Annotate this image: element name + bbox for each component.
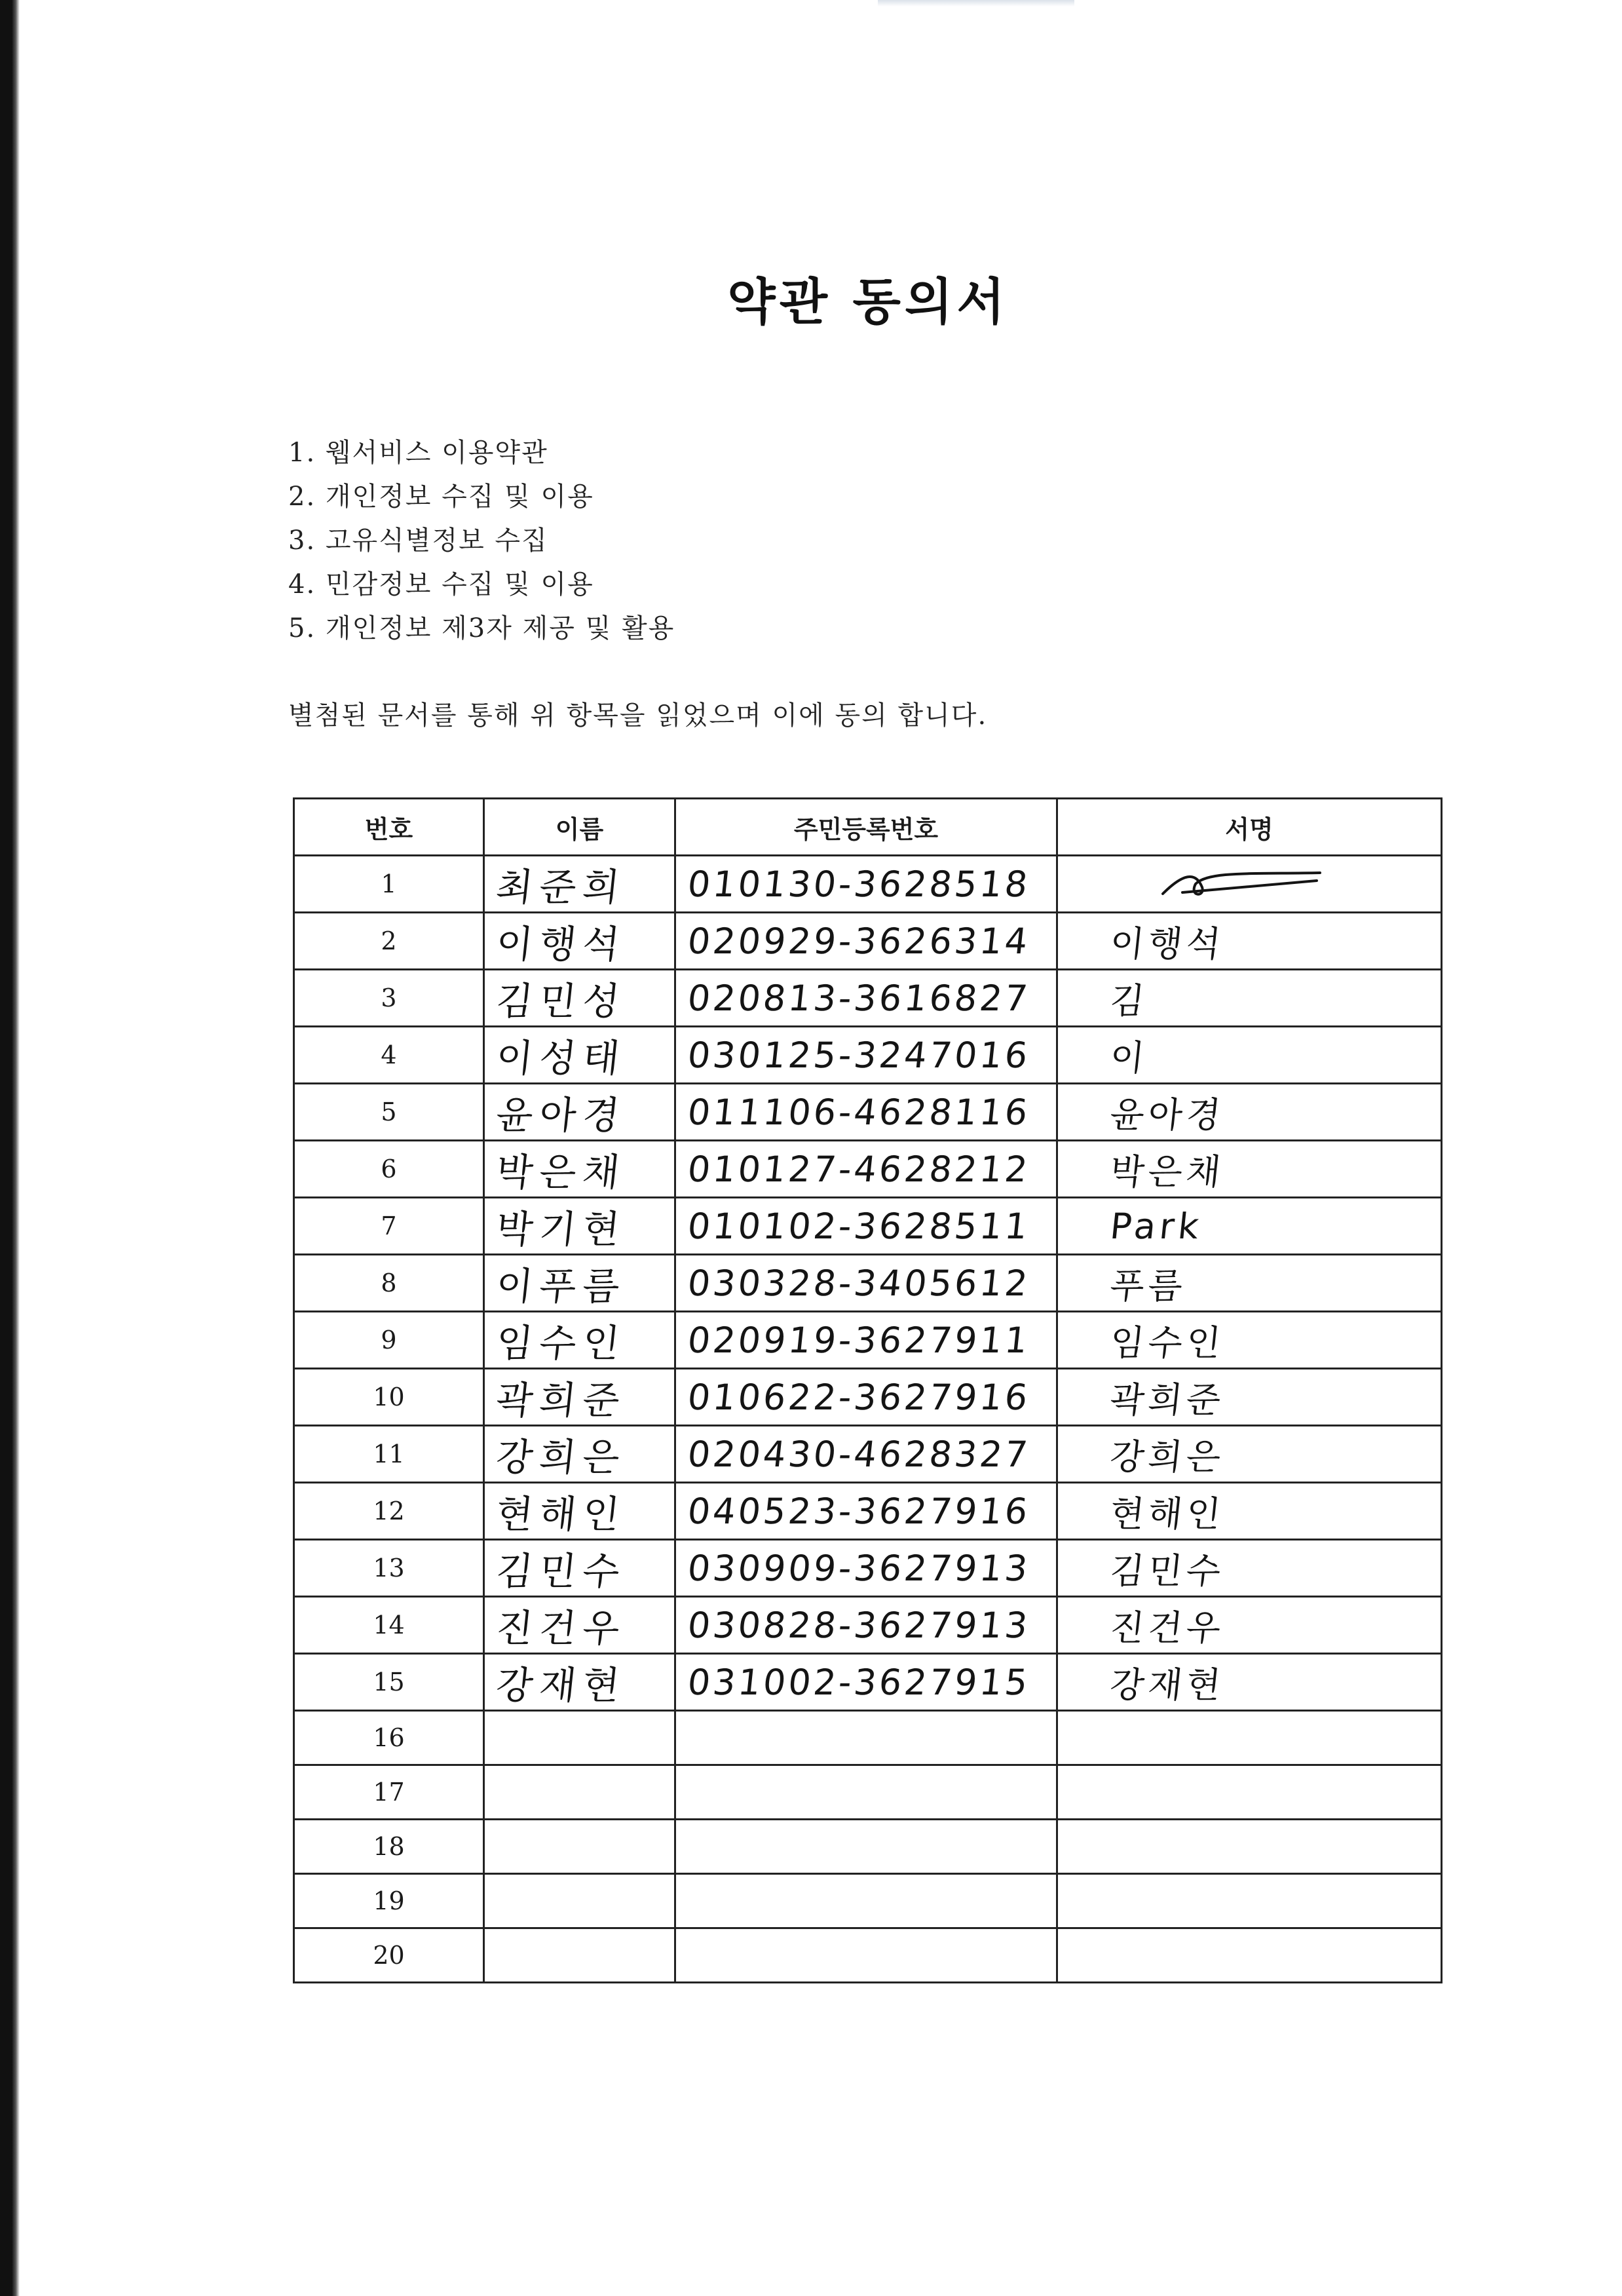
handwritten-resident-id: 030909-3627913 xyxy=(685,1547,1032,1589)
handwritten-signature: 김 xyxy=(1108,980,1151,1022)
name-cell xyxy=(484,1027,675,1084)
row-number: 5 xyxy=(294,1084,484,1141)
name-cell xyxy=(484,970,675,1027)
name-cell xyxy=(484,1198,675,1255)
table-row xyxy=(294,1874,1442,1928)
signature-cell xyxy=(1057,1820,1442,1874)
table-row xyxy=(294,1426,1442,1483)
resident-id-cell xyxy=(675,1312,1057,1369)
resident-id-cell xyxy=(675,1874,1057,1928)
handwritten-name: 윤아경 xyxy=(493,1093,629,1138)
row-number: 17 xyxy=(294,1765,484,1820)
handwritten-signature: 이행석 xyxy=(1108,923,1227,965)
resident-id-cell xyxy=(675,1198,1057,1255)
handwritten-name: 강희은 xyxy=(493,1435,629,1480)
handwritten-signature: 진건우 xyxy=(1108,1607,1227,1649)
table-row xyxy=(294,1027,1442,1084)
handwritten-resident-id: 031002-3627915 xyxy=(685,1661,1032,1703)
handwritten-name: 강재현 xyxy=(493,1663,629,1708)
table-row xyxy=(294,1255,1442,1312)
table-header-row xyxy=(294,799,1442,856)
name-cell xyxy=(484,1711,675,1765)
name-cell xyxy=(484,1540,675,1597)
consent-statement: 별첨된 문서를 통해 위 항목을 읽었으며 이에 동의 합니다. xyxy=(288,700,988,731)
signature-cell xyxy=(1057,1928,1442,1983)
table-row xyxy=(294,913,1442,970)
handwritten-resident-id: 010102-3628511 xyxy=(685,1205,1032,1247)
handwritten-resident-id: 020813-3616827 xyxy=(685,977,1032,1019)
resident-id-cell xyxy=(675,1084,1057,1141)
handwritten-resident-id: 011106-4628116 xyxy=(685,1091,1032,1133)
handwritten-signature: 박은채 xyxy=(1108,1151,1227,1193)
handwritten-signature: 김민수 xyxy=(1108,1550,1227,1592)
table-row xyxy=(294,1711,1442,1765)
handwritten-signature: 곽희준 xyxy=(1108,1379,1227,1421)
signature-table xyxy=(293,797,1443,1983)
table-row xyxy=(294,1369,1442,1426)
resident-id-cell xyxy=(675,1027,1057,1084)
table-row xyxy=(294,1312,1442,1369)
terms-item: 3. 고유식별정보 수집 xyxy=(288,526,548,556)
signature-cell xyxy=(1057,1874,1442,1928)
table-row xyxy=(294,1483,1442,1540)
signature-cell xyxy=(1057,1654,1442,1711)
row-number: 3 xyxy=(294,970,484,1027)
signature-scribble xyxy=(1156,868,1327,900)
resident-id-cell xyxy=(675,1765,1057,1820)
signature-cell xyxy=(1057,1597,1442,1654)
name-cell xyxy=(484,1654,675,1711)
row-number: 8 xyxy=(294,1255,484,1312)
signature-cell xyxy=(1057,970,1442,1027)
resident-id-cell xyxy=(675,1540,1057,1597)
name-cell xyxy=(484,1928,675,1983)
name-cell xyxy=(484,913,675,970)
name-cell xyxy=(484,856,675,913)
signature-cell xyxy=(1057,1255,1442,1312)
row-number: 9 xyxy=(294,1312,484,1369)
resident-id-cell xyxy=(675,1483,1057,1540)
handwritten-resident-id: 010622-3627916 xyxy=(685,1376,1032,1418)
signature-cell xyxy=(1057,1426,1442,1483)
row-number: 16 xyxy=(294,1711,484,1765)
resident-id-cell xyxy=(675,1654,1057,1711)
resident-id-cell xyxy=(675,1141,1057,1198)
signature-cell xyxy=(1057,1312,1442,1369)
handwritten-name: 김민성 xyxy=(493,979,629,1024)
signature-cell xyxy=(1057,1141,1442,1198)
row-number: 1 xyxy=(294,856,484,913)
resident-id-cell xyxy=(675,1928,1057,1983)
resident-id-cell xyxy=(675,1711,1057,1765)
resident-id-cell xyxy=(675,1426,1057,1483)
handwritten-resident-id: 020430-4628327 xyxy=(685,1433,1032,1475)
row-number: 11 xyxy=(294,1426,484,1483)
table-row xyxy=(294,1654,1442,1711)
header-name: 이름 xyxy=(484,799,675,856)
row-number: 2 xyxy=(294,913,484,970)
header-resident-id: 주민등록번호 xyxy=(675,799,1057,856)
table-row xyxy=(294,1820,1442,1874)
resident-id-cell xyxy=(675,1255,1057,1312)
scan-edge xyxy=(0,0,20,2296)
signature-cell xyxy=(1057,1540,1442,1597)
handwritten-signature: 강희은 xyxy=(1108,1436,1227,1478)
handwritten-resident-id: 020929-3626314 xyxy=(685,920,1032,962)
handwritten-resident-id: 030328-3405612 xyxy=(685,1262,1032,1304)
terms-item: 2. 개인정보 수집 및 이용 xyxy=(288,482,594,512)
handwritten-name: 최준희 xyxy=(493,865,629,909)
handwritten-name: 곽희준 xyxy=(493,1378,629,1423)
table-row xyxy=(294,1198,1442,1255)
table-row xyxy=(294,1540,1442,1597)
signature-cell xyxy=(1057,1711,1442,1765)
header-signature: 서명 xyxy=(1057,799,1442,856)
handwritten-resident-id: 030828-3627913 xyxy=(685,1604,1032,1646)
signature-cell xyxy=(1057,1084,1442,1141)
signature-cell xyxy=(1057,1198,1442,1255)
row-number: 10 xyxy=(294,1369,484,1426)
terms-list xyxy=(288,431,675,651)
signature-cell xyxy=(1057,1765,1442,1820)
resident-id-cell xyxy=(675,1820,1057,1874)
resident-id-cell xyxy=(675,1597,1057,1654)
header-number: 번호 xyxy=(294,799,484,856)
page-title: 약관 동의서 xyxy=(727,273,1009,331)
row-number: 20 xyxy=(294,1928,484,1983)
name-cell xyxy=(484,1084,675,1141)
handwritten-name: 현해인 xyxy=(493,1492,629,1537)
handwritten-name: 이푸름 xyxy=(493,1264,629,1309)
table-body xyxy=(294,856,1442,1983)
handwritten-resident-id: 040523-3627916 xyxy=(685,1490,1032,1532)
terms-item: 4. 민감정보 수집 및 이용 xyxy=(288,569,594,600)
signature-cell xyxy=(1057,1027,1442,1084)
row-number: 15 xyxy=(294,1654,484,1711)
resident-id-cell xyxy=(675,1369,1057,1426)
scan-mark xyxy=(878,0,1074,7)
table-row xyxy=(294,856,1442,913)
table-row xyxy=(294,1765,1442,1820)
handwritten-name: 박은채 xyxy=(493,1150,629,1195)
name-cell xyxy=(484,1255,675,1312)
handwritten-signature: Park xyxy=(1108,1205,1205,1247)
handwritten-name: 진건우 xyxy=(493,1606,629,1651)
table-row xyxy=(294,970,1442,1027)
name-cell xyxy=(484,1765,675,1820)
resident-id-cell xyxy=(675,856,1057,913)
handwritten-signature: 푸름 xyxy=(1108,1265,1189,1307)
name-cell xyxy=(484,1874,675,1928)
name-cell xyxy=(484,1483,675,1540)
handwritten-name: 이성태 xyxy=(493,1036,629,1081)
name-cell xyxy=(484,1820,675,1874)
table-row xyxy=(294,1597,1442,1654)
row-number: 18 xyxy=(294,1820,484,1874)
terms-item: 5. 개인정보 제3자 제공 및 활용 xyxy=(288,613,675,643)
table-row xyxy=(294,1928,1442,1983)
handwritten-resident-id: 020919-3627911 xyxy=(685,1319,1032,1361)
terms-item: 1. 웹서비스 이용약관 xyxy=(288,438,548,468)
signature-cell xyxy=(1057,913,1442,970)
handwritten-name: 임수인 xyxy=(493,1321,629,1366)
name-cell xyxy=(484,1597,675,1654)
signature-cell xyxy=(1057,1483,1442,1540)
resident-id-cell xyxy=(675,913,1057,970)
handwritten-name: 김민수 xyxy=(493,1549,629,1594)
handwritten-name: 이행석 xyxy=(493,922,629,966)
handwritten-resident-id: 010127-4628212 xyxy=(685,1148,1032,1190)
name-cell xyxy=(484,1426,675,1483)
handwritten-name: 박기현 xyxy=(493,1207,629,1252)
name-cell xyxy=(484,1141,675,1198)
row-number: 13 xyxy=(294,1540,484,1597)
name-cell xyxy=(484,1369,675,1426)
handwritten-signature: 이 xyxy=(1108,1037,1151,1079)
row-number: 19 xyxy=(294,1874,484,1928)
table-row xyxy=(294,1141,1442,1198)
handwritten-resident-id: 030125-3247016 xyxy=(685,1034,1032,1076)
handwritten-signature: 현해인 xyxy=(1108,1493,1227,1535)
row-number: 6 xyxy=(294,1141,484,1198)
table-row xyxy=(294,1084,1442,1141)
row-number: 14 xyxy=(294,1597,484,1654)
row-number: 7 xyxy=(294,1198,484,1255)
handwritten-signature: 윤아경 xyxy=(1108,1094,1227,1136)
handwritten-resident-id: 010130-3628518 xyxy=(685,863,1032,905)
resident-id-cell xyxy=(675,970,1057,1027)
row-number: 12 xyxy=(294,1483,484,1540)
signature-cell xyxy=(1057,856,1442,913)
row-number: 4 xyxy=(294,1027,484,1084)
name-cell xyxy=(484,1312,675,1369)
handwritten-signature: 강재현 xyxy=(1108,1664,1227,1706)
signature-cell xyxy=(1057,1369,1442,1426)
handwritten-signature: 임수인 xyxy=(1108,1322,1227,1364)
